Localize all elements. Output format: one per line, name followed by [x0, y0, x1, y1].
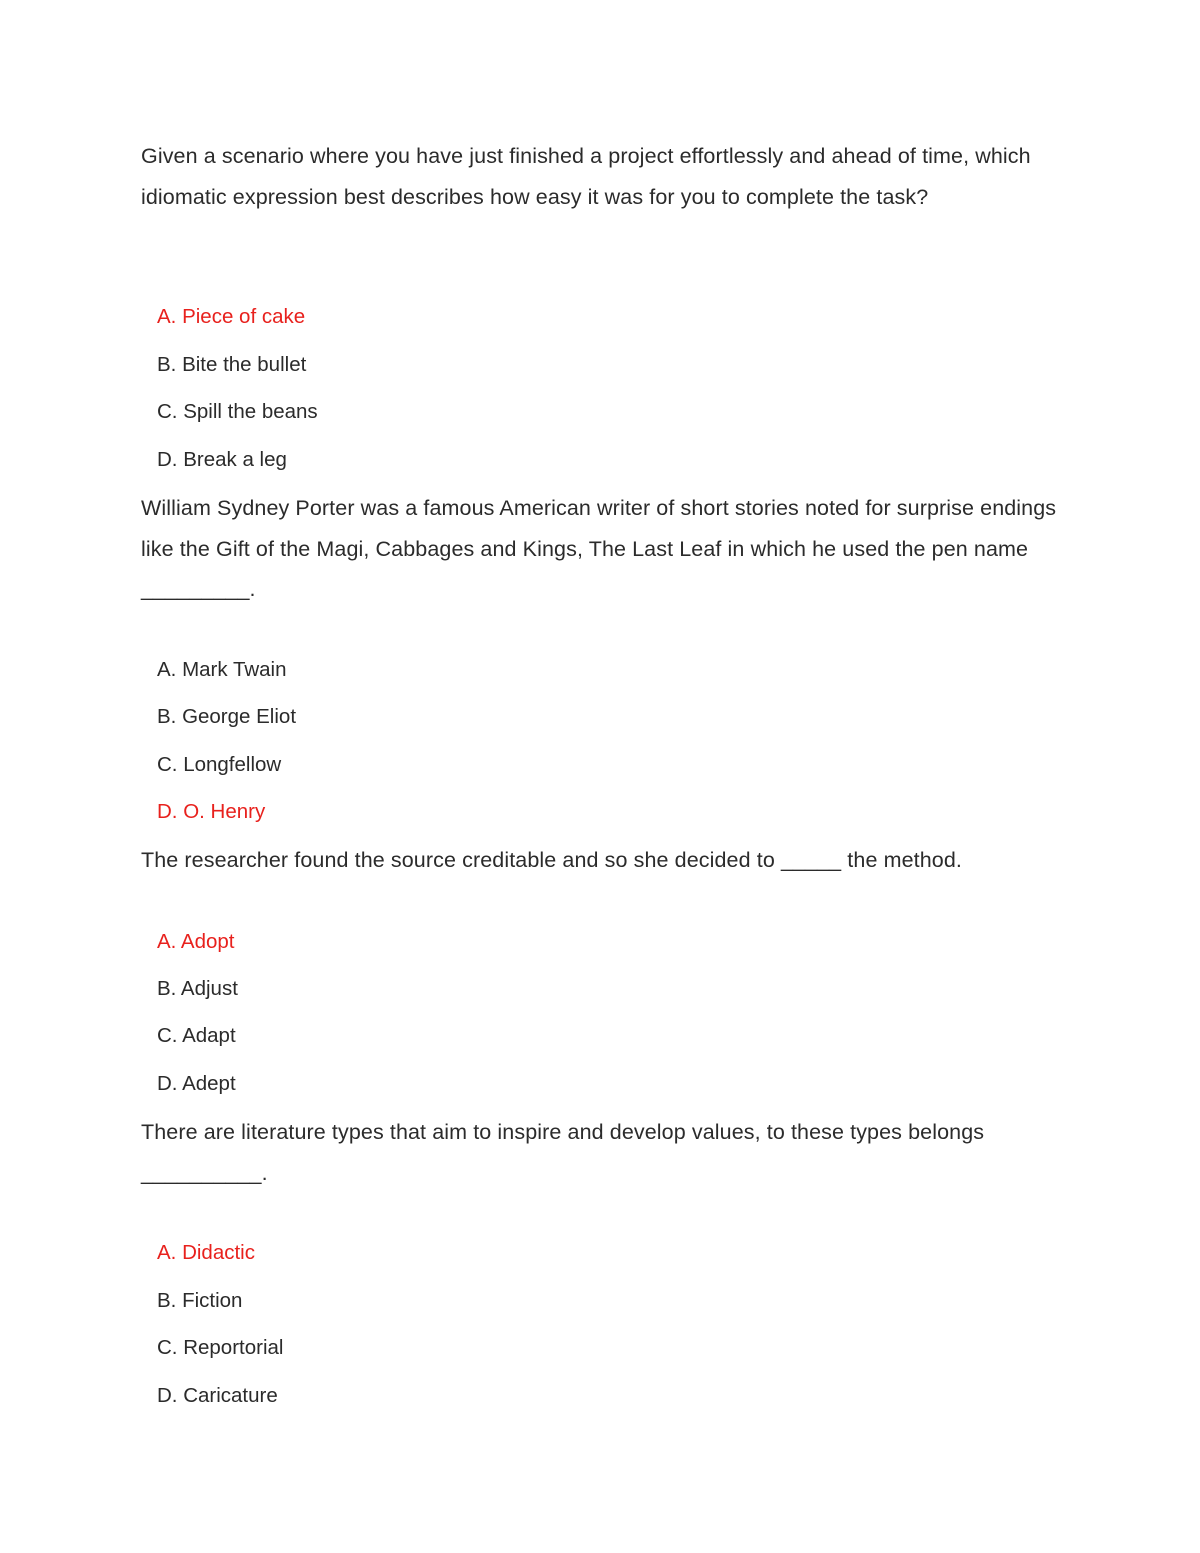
question-text: Given a scenario where you have just finished a project effortlessly and ahead of time, which idiomatic expression best describes how easy it was for you to complete the task?	[141, 144, 1031, 209]
option-correct: A. Piece of cake	[157, 305, 306, 328]
option: D. Caricature	[157, 1384, 278, 1407]
question-text: William Sydney Porter was a famous American writer of short stories noted for surprise endings like the Gift of the Magi, Cabbages and Kings, The Last Leaf in which he used the pen name _________.	[141, 496, 1057, 601]
option: D. Break a leg	[157, 448, 287, 471]
option: C. Adapt	[157, 1024, 236, 1047]
option: B. Fiction	[157, 1289, 243, 1312]
option-correct: A. Adopt	[157, 930, 235, 953]
option: B. George Eliot	[157, 705, 297, 728]
option-correct: D. O. Henry	[157, 800, 266, 823]
option: B. Bite the bullet	[157, 353, 307, 376]
option: C. Reportorial	[157, 1336, 284, 1359]
option: C. Spill the beans	[157, 400, 318, 423]
question-text: There are literature types that aim to inspire and develop values, to these types belongs __________.	[141, 1120, 985, 1185]
option: D. Adept	[157, 1072, 236, 1095]
option-correct: A. Didactic	[157, 1241, 255, 1264]
option: A. Mark Twain	[157, 658, 287, 681]
option: B. Adjust	[157, 977, 238, 1000]
option: C. Longfellow	[157, 753, 282, 776]
question-text: The researcher found the source creditable and so she decided to _____ the method.	[141, 848, 962, 872]
